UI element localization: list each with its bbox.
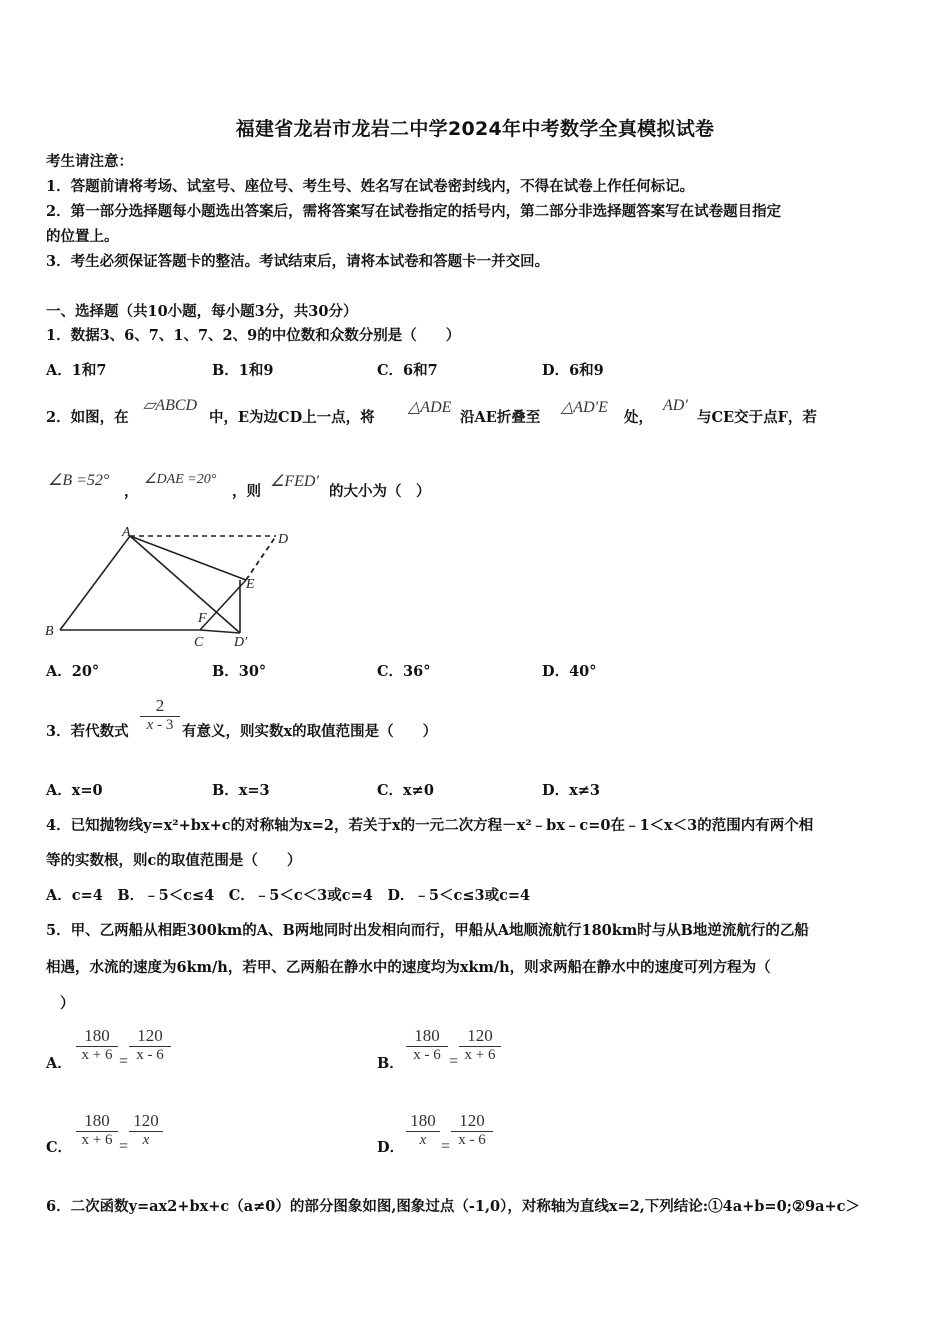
q3-option-c: C．x≠0 xyxy=(377,782,434,799)
q2-math-angle-b: ∠B =52° xyxy=(48,472,110,489)
q2-text-8: 的大小为（ ） xyxy=(329,483,431,500)
q4-line-1: 4．已知抛物线y=x²+bx+c的对称轴为x=2，若关于x的一元二次方程－x²﹣bx﹣c=0在﹣1＜x＜3的范围内有两个相 xyxy=(46,817,814,834)
q3-fraction xyxy=(140,696,180,734)
q2-text-2: 中，E为边CD上一点，将 xyxy=(209,409,375,426)
q1-option-d: D．6和9 xyxy=(542,362,604,379)
q2-text-7: ，则 xyxy=(232,483,261,500)
label-d: D xyxy=(278,532,289,547)
q3-text-2: 有意义，则实数x的取值范围是（ ） xyxy=(182,723,438,740)
label-d-prime: D′ xyxy=(234,635,248,650)
q5-line-1: 5．甲、乙两船从相距300km的A、B两地同时出发相向而行，甲船从A地顺流航行180km时与从B地逆流航行的乙船 xyxy=(46,922,809,939)
label-c: C xyxy=(194,635,204,650)
q5-option-a-frac-1: 180 x + 6 xyxy=(76,1026,118,1064)
q5-option-c-frac-2: 120 x xyxy=(129,1111,163,1149)
notice-item: 3．考生必须保证答题卡的整洁。考试结束后，请将本试卷和答题卡一并交回。 xyxy=(46,253,550,270)
question-1-stem: 1．数据3、6、7、1、7、2、9的中位数和众数分别是（ ） xyxy=(46,327,461,344)
q2-text-5: 与CE交于点F，若 xyxy=(697,409,817,426)
q5-option-b-frac-1: 180 x - 6 xyxy=(406,1026,448,1064)
q5-option-d-label: D． xyxy=(377,1139,405,1156)
q4-line-2: 等的实数根，则c的取值范围是（ ） xyxy=(46,852,302,869)
section-heading: 一、选择题（共10小题，每小题3分，共30分） xyxy=(46,303,358,320)
q5-option-a-label: A． xyxy=(46,1055,72,1072)
q3-text-1: 3．若代数式 xyxy=(46,723,129,740)
q2-math-ade: △ADE xyxy=(408,399,452,416)
q2-math-adp: AD′ xyxy=(663,397,688,414)
q5-line-2: 相遇，水流的速度为6km/h，若甲、乙两船在静水中的速度均为xkm/h，则求两船在静水中的速度可列方程为（ xyxy=(46,959,771,976)
q5-option-c-equals: = xyxy=(119,1138,129,1155)
notice-item: 2．第一部分选择题每小题选出答案后，需将答案写在试卷指定的括号内，第二部分非选择题答案写在试卷题目指定 xyxy=(46,203,782,220)
notice-heading: 考生请注意： xyxy=(46,153,133,170)
q5-option-c-frac-1: 180 x + 6 xyxy=(76,1111,118,1149)
q5-option-b-equals: = xyxy=(449,1053,459,1070)
page-title: 福建省龙岩市龙岩二中学2024年中考数学全真模拟试卷 xyxy=(235,118,715,140)
q5-option-a-frac-2: 120 x - 6 xyxy=(129,1026,171,1064)
q2-option-d: D．40° xyxy=(542,663,597,680)
q1-option-c: C．6和7 xyxy=(377,362,438,379)
q3-denominator: x - 3 xyxy=(146,717,174,733)
q5-option-b-frac-2: 120 x + 6 xyxy=(459,1026,501,1064)
q2-math-abcd: ▱ABCD xyxy=(143,397,198,414)
label-e: E xyxy=(246,577,255,592)
q2-math-adpe: △AD′E xyxy=(561,399,608,416)
q5-line-3: ） xyxy=(60,995,75,1012)
q2-math-angle-fed: ∠FED′ xyxy=(270,473,319,490)
q2-math-angle-dae: ∠DAE =20° xyxy=(144,472,217,487)
q5-option-d-equals: = xyxy=(441,1138,451,1155)
q3-option-a: A．x=0 xyxy=(46,782,103,799)
q1-option-a: A．1和7 xyxy=(46,362,107,379)
q1-option-b: B．1和9 xyxy=(212,362,274,379)
q2-text-6: ， xyxy=(124,483,139,500)
q6-line-1: 6．二次函数y=ax2+bx+c（a≠0）的部分图象如图,图象过点（-1,0），对称轴为直线x=2,下列结论:①4a+b=0;②9a+c＞ xyxy=(46,1198,860,1215)
label-a: A xyxy=(122,525,131,540)
q2-text-4: 处， xyxy=(624,409,653,426)
label-b: B xyxy=(45,624,54,639)
notice-item: 1．答题前请将考场、试室号、座位号、考生号、姓名写在试卷密封线内，不得在试卷上作任何标记。 xyxy=(46,178,695,195)
q3-option-d: D．x≠3 xyxy=(542,782,600,799)
q5-option-c-label: C． xyxy=(46,1139,73,1156)
q2-text-3: 沿AE折叠至 xyxy=(460,409,541,426)
notice-item: 的位置上。 xyxy=(46,228,119,245)
q5-option-d-frac-1: 180 x xyxy=(406,1111,440,1149)
q5-option-d-frac-2: 120 x - 6 xyxy=(451,1111,493,1149)
q2-text-1: 2．如图，在 xyxy=(46,409,129,426)
q2-option-a: A．20° xyxy=(46,663,100,680)
label-f: F xyxy=(198,611,207,626)
q3-numerator: 2 xyxy=(155,696,165,715)
q5-option-b-label: B． xyxy=(377,1055,404,1072)
q2-option-b: B．30° xyxy=(212,663,267,680)
q3-option-b: B．x=3 xyxy=(212,782,270,799)
q5-option-a-equals: = xyxy=(119,1053,129,1070)
q2-geometry-figure xyxy=(40,522,300,652)
q4-options: A．c=4 B．﹣5＜c≤4 C．﹣5＜c＜3或c=4 D．﹣5＜c≤3或c=4 xyxy=(46,887,531,904)
q2-option-c: C．36° xyxy=(377,663,431,680)
